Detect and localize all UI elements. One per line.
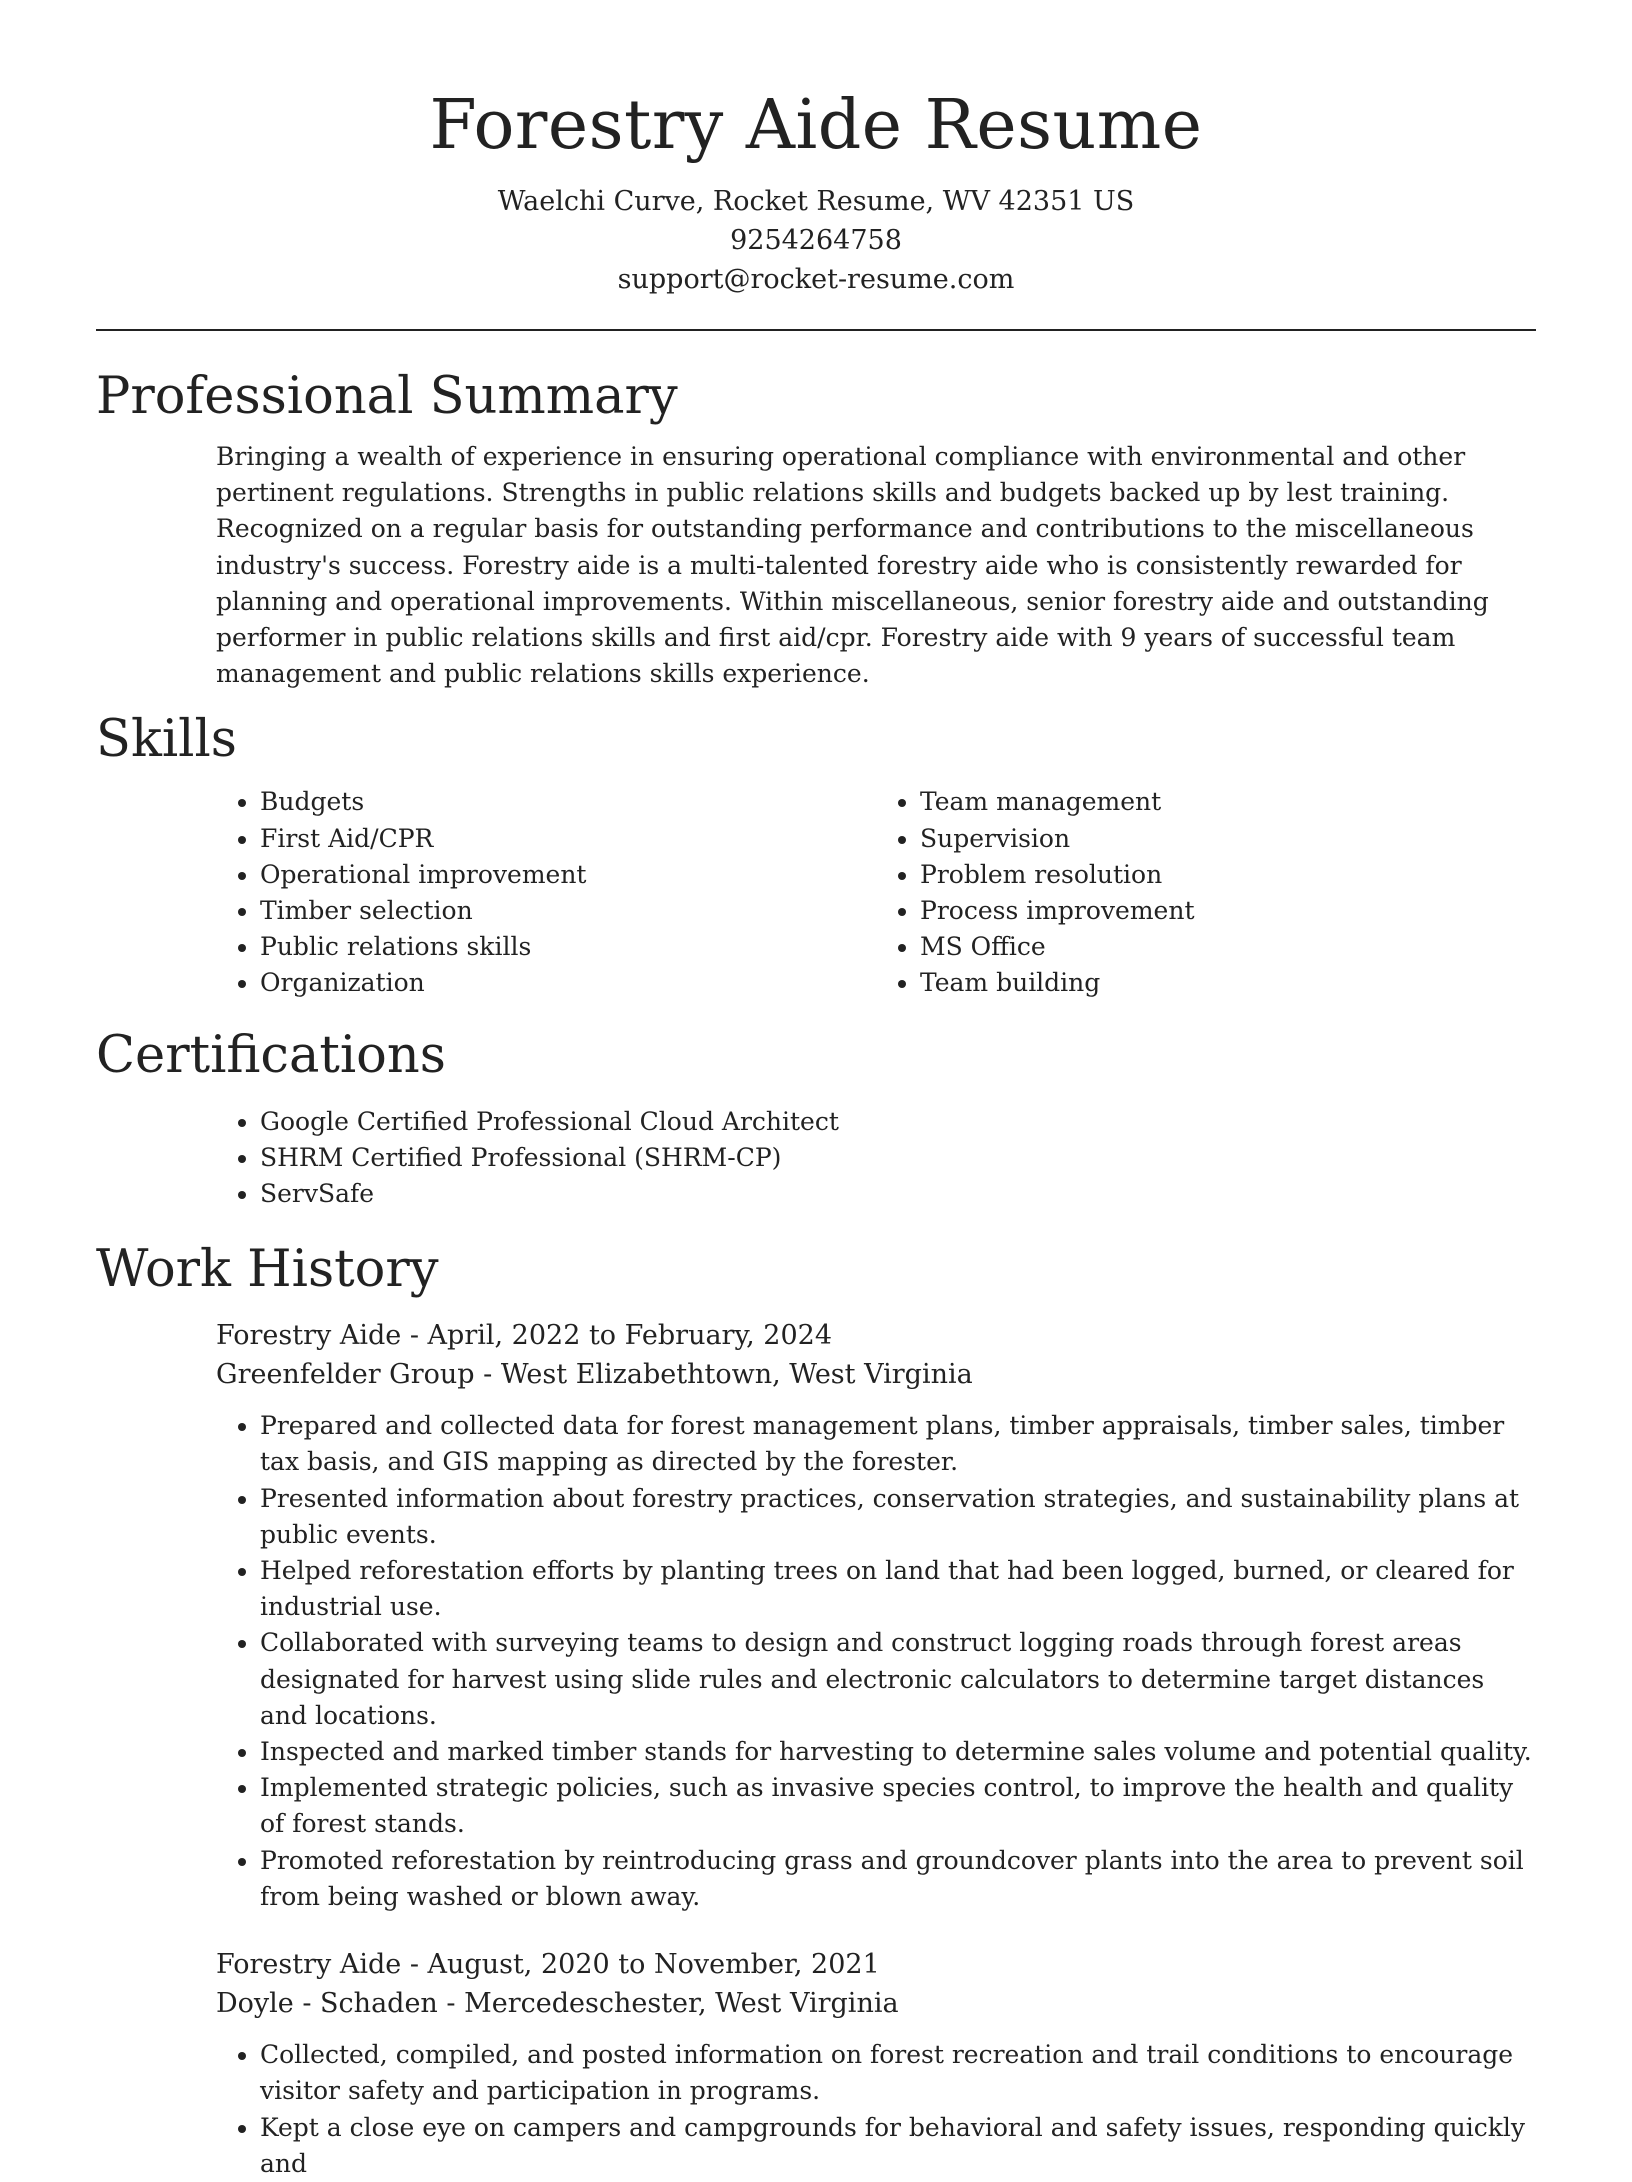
- address: Waelchi Curve, Rocket Resume, WV 42351 US: [497, 186, 1135, 217]
- skill-item: • Organization: [260, 965, 876, 1001]
- skill-item: • Supervision: [920, 821, 1536, 857]
- skill-item: • Team building: [920, 965, 1536, 1001]
- job-bullet: • Implemented strategic policies, such as invasive species control, to improve the health and quality of forest stands.: [260, 1770, 1536, 1842]
- job-entry: [216, 1945, 1536, 2182]
- job-location: - West Elizabethtown, West Virginia: [474, 1359, 973, 1391]
- skill-item: • First Aid/CPR: [260, 821, 876, 857]
- job-title-line: [216, 1945, 1536, 1984]
- summary-section: [96, 365, 1536, 692]
- skill-item: • Process improvement: [920, 893, 1536, 929]
- job-bullet: • Promoted reforestation by reintroducing grass and groundcover plants into the area to prevent soil from being washed or blown away.: [260, 1843, 1536, 1915]
- skill-item: • MS Office: [920, 929, 1536, 965]
- skills-list-left: [216, 784, 876, 1001]
- skills-section: [96, 708, 1536, 1001]
- work-section: [96, 1238, 1536, 2182]
- job-bullet: • Kept a close eye on campers and campgrounds for behavioral and safety issues, responding quickly and: [260, 2110, 1536, 2182]
- skills-list-right: [876, 784, 1536, 1001]
- job-title-line: [216, 1316, 1536, 1355]
- job-title: Forestry Aide: [216, 1949, 402, 1981]
- certification-item: • Google Certified Professional Cloud Architect: [260, 1104, 1536, 1140]
- company-line: [216, 1355, 1536, 1394]
- job-title: Forestry Aide: [216, 1320, 402, 1352]
- job-dates: - August, 2020 to November, 2021: [401, 1949, 880, 1981]
- resume-page: [96, 0, 1536, 2182]
- job-bullet: • Helped reforestation efforts by planting trees on land that had been logged, burned, or cleared for industrial use.: [260, 1553, 1536, 1625]
- company-line: [216, 1984, 1536, 2023]
- job-bullet: • Prepared and collected data for forest management plans, timber appraisals, timber sales, timber tax basis, and GIS mapping as directed by the forester.: [260, 1408, 1536, 1480]
- job-bullets: [216, 2037, 1536, 2182]
- certification-item: • ServSafe: [260, 1176, 1536, 1212]
- certification-item: • SHRM Certified Professional (SHRM-CP): [260, 1140, 1536, 1176]
- skill-item: • Public relations skills: [260, 929, 876, 965]
- company-name: Doyle - Schaden: [216, 1988, 438, 2020]
- company-name: Greenfelder Group: [216, 1359, 475, 1391]
- job-bullet: • Inspected and marked timber stands for harvesting to determine sales volume and potential quality.: [260, 1734, 1536, 1770]
- skill-item: • Budgets: [260, 784, 876, 820]
- certifications-heading: Certifications: [96, 1025, 446, 1085]
- job-location: - Mercedeschester, West Virginia: [437, 1988, 899, 2020]
- job-bullet: • Presented information about forestry practices, conservation strategies, and sustainability plans at public events.: [260, 1481, 1536, 1553]
- certifications-list: [216, 1104, 1536, 1213]
- contact-block: [96, 182, 1536, 299]
- skills-heading: Skills: [96, 710, 237, 770]
- job-bullet: • Collaborated with surveying teams to design and construct logging roads through forest areas designated for harvest using slide rules and electronic calculators to determine target distances and locations.: [260, 1625, 1536, 1734]
- skill-item: • Problem resolution: [920, 857, 1536, 893]
- summary-heading: Professional Summary: [96, 367, 678, 426]
- skill-item: • Operational improvement: [260, 857, 876, 893]
- job-entry: [216, 1316, 1536, 1915]
- resume-header: [96, 0, 1536, 299]
- job-dates: - April, 2022 to February, 2024: [401, 1320, 833, 1352]
- skill-item: • Team management: [920, 784, 1536, 820]
- work-heading: Work History: [96, 1240, 439, 1300]
- header-divider: [96, 329, 1536, 331]
- certifications-section: [96, 1024, 1536, 1213]
- job-bullets: [216, 1408, 1536, 1915]
- resume-title: Forestry Aide Resume: [429, 86, 1203, 165]
- skill-item: • Timber selection: [260, 893, 876, 929]
- email: support@rocket-resume.com: [617, 264, 1015, 295]
- summary-text: Bringing a wealth of experience in ensuring operational compliance with environmental and other pertinent regulations. Strengths in public relations skills and budgets backed up by lest training. Recognized on a regular basis for outstanding performance and contributions to the miscellaneous industry's success. Forestry aide is a multi-talented forestry aide who is consistently rewarded for planning and operational improvements. Within miscellaneous, senior forestry aide and outstanding performer in public relations skills and first aid/cpr. Forestry aide with 9 years of successful team management and public relations skills experience.: [216, 442, 1489, 689]
- phone: 9254264758: [730, 225, 902, 256]
- job-bullet: • Collected, compiled, and posted information on forest recreation and trail conditions to encourage visitor safety and participation in programs.: [260, 2037, 1536, 2109]
